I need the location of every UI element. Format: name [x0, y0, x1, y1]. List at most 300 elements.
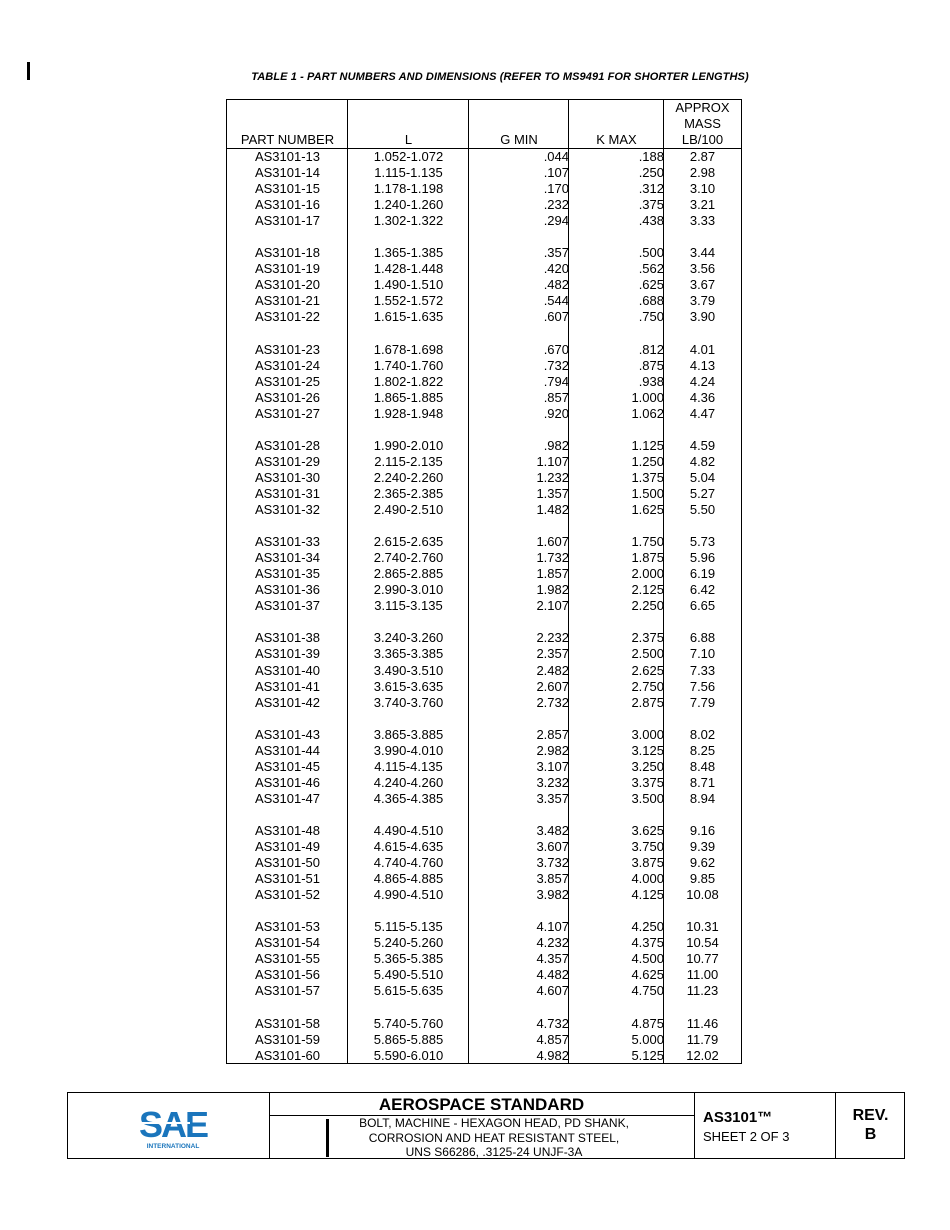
cell-g-min: 4.357 — [536, 951, 569, 967]
cell-l: 2.865-2.885 — [373, 566, 444, 582]
cell-l: 2.990-3.010 — [373, 582, 444, 598]
cell-g-min: 3.482 — [536, 822, 569, 838]
cell-l: 1.365-1.385 — [373, 245, 444, 261]
cell-k-max: 2.500 — [631, 646, 664, 662]
table-row — [227, 743, 741, 759]
table-row — [227, 871, 741, 887]
group-spacer — [227, 807, 741, 823]
cell-part-number: AS3101-39 — [254, 646, 321, 662]
table-row — [227, 855, 741, 871]
cell-part-number: AS3101-16 — [254, 197, 321, 213]
cell-mass: 4.13 — [689, 357, 716, 373]
cell-mass: 4.82 — [689, 453, 716, 469]
cell-mass: 6.88 — [689, 630, 716, 646]
table-row — [227, 887, 741, 903]
cell-g-min: 4.607 — [536, 983, 569, 999]
cell-mass: 9.85 — [689, 871, 716, 887]
cell-l: 2.240-2.260 — [373, 469, 444, 485]
cell-l: 3.240-3.260 — [373, 630, 444, 646]
header-k-max: K MAX — [596, 132, 637, 147]
cell-mass: 9.39 — [689, 839, 716, 855]
cell-l: 5.115-5.135 — [374, 919, 443, 935]
table-row — [227, 550, 741, 566]
cell-g-min: 1.232 — [536, 469, 569, 485]
cell-mass: 9.16 — [689, 822, 716, 838]
cell-k-max: 2.375 — [631, 630, 664, 646]
table-title: TABLE 1 - PART NUMBERS AND DIMENSIONS (REFER TO MS9491 FOR SHORTER LENGTHS) — [251, 71, 749, 83]
cell-mass: 7.33 — [689, 662, 716, 678]
cell-g-min: 1.732 — [536, 550, 569, 566]
cell-l: 1.552-1.572 — [373, 293, 444, 309]
cell-mass: 7.56 — [689, 678, 716, 694]
cell-g-min: .607 — [543, 309, 569, 325]
cell-mass: 8.71 — [689, 774, 716, 790]
cell-part-number: AS3101-18 — [254, 245, 321, 261]
cell-mass: 4.47 — [689, 405, 716, 421]
cell-part-number: AS3101-48 — [254, 822, 321, 838]
cell-mass: 7.79 — [689, 694, 716, 710]
cell-g-min: 4.232 — [536, 935, 569, 951]
cell-mass: 10.77 — [686, 951, 719, 967]
cell-k-max: 5.125 — [631, 1047, 664, 1063]
cell-g-min: 4.732 — [536, 1015, 569, 1031]
cell-l: 1.490-1.510 — [373, 277, 444, 293]
cell-mass: 12.02 — [686, 1047, 719, 1063]
cell-g-min: .482 — [543, 277, 569, 293]
table-row — [227, 791, 741, 807]
cell-g-min: .670 — [543, 341, 569, 357]
cell-part-number: AS3101-33 — [254, 534, 321, 550]
standard-title: AEROSPACE STANDARD — [378, 1095, 585, 1114]
cell-l: 2.615-2.635 — [373, 534, 444, 550]
cell-part-number: AS3101-26 — [254, 389, 321, 405]
cell-k-max: 1.375 — [631, 469, 664, 485]
cell-part-number: AS3101-55 — [254, 951, 321, 967]
cell-l: 2.115-2.135 — [374, 453, 443, 469]
cell-g-min: .732 — [543, 357, 569, 373]
cell-g-min: .170 — [543, 181, 569, 197]
cell-part-number: AS3101-32 — [254, 502, 321, 518]
cell-g-min: 2.857 — [536, 726, 569, 742]
cell-mass: 2.87 — [689, 149, 716, 164]
cell-part-number: AS3101-52 — [254, 887, 321, 903]
cell-g-min: .857 — [543, 389, 569, 405]
table-row — [227, 1032, 741, 1048]
cell-l: 5.615-5.635 — [373, 983, 444, 999]
table-row — [227, 374, 741, 390]
table-row — [227, 759, 741, 775]
cell-part-number: AS3101-41 — [254, 678, 321, 694]
cell-l: 4.240-4.260 — [373, 774, 444, 790]
cell-mass: 10.08 — [686, 887, 719, 903]
cell-l: 4.365-4.385 — [373, 790, 444, 806]
cell-k-max: .750 — [638, 309, 664, 325]
cell-mass: 11.46 — [686, 1015, 719, 1031]
cell-g-min: 1.482 — [536, 502, 569, 518]
cell-part-number: AS3101-31 — [254, 485, 321, 501]
cell-mass: 5.50 — [689, 502, 716, 518]
cell-l: 4.615-4.635 — [373, 839, 444, 855]
cell-mass: 5.73 — [689, 534, 716, 550]
table-row — [227, 967, 741, 983]
cell-k-max: 3.875 — [631, 855, 664, 871]
description-line: CORROSION AND HEAT RESISTANT STEEL, — [368, 1130, 620, 1145]
cell-g-min: 2.732 — [536, 694, 569, 710]
cell-k-max: 3.500 — [631, 790, 664, 806]
cell-part-number: AS3101-25 — [254, 373, 321, 389]
table-row — [227, 951, 741, 967]
table-row — [227, 598, 741, 614]
cell-mass: 8.25 — [689, 742, 716, 758]
cell-k-max: .438 — [638, 213, 664, 229]
table-row — [227, 390, 741, 406]
cell-k-max: .688 — [638, 293, 664, 309]
table-row — [227, 935, 741, 951]
cell-mass: 5.27 — [689, 485, 716, 501]
cell-part-number: AS3101-29 — [254, 453, 321, 469]
table-row — [227, 165, 741, 181]
cell-part-number: AS3101-53 — [254, 919, 321, 935]
cell-l: 3.115-3.135 — [374, 598, 443, 614]
cell-k-max: 1.125 — [631, 437, 664, 453]
cell-mass: 6.42 — [689, 582, 716, 598]
cell-part-number: AS3101-47 — [254, 790, 321, 806]
cell-l: 3.865-3.885 — [373, 726, 444, 742]
group-spacer — [227, 229, 741, 245]
cell-mass: 3.44 — [689, 245, 716, 261]
cell-mass: 8.48 — [689, 758, 716, 774]
cell-mass: 11.00 — [686, 967, 719, 983]
cell-l: 1.990-2.010 — [373, 437, 444, 453]
cell-part-number: AS3101-38 — [254, 630, 321, 646]
cell-k-max: .938 — [638, 373, 664, 389]
cell-l: 4.990-4.510 — [373, 887, 444, 903]
cell-k-max: 3.250 — [631, 758, 664, 774]
cell-mass: 4.59 — [689, 437, 716, 453]
cell-g-min: 3.982 — [536, 887, 569, 903]
cell-l: 4.490-4.510 — [373, 822, 444, 838]
table-row — [227, 358, 741, 374]
description-line: BOLT, MACHINE - HEXAGON HEAD, PD SHANK, — [359, 1116, 629, 1130]
table-row — [227, 582, 741, 598]
header-l: L — [404, 132, 413, 147]
group-spacer — [227, 518, 741, 534]
cell-mass: 11.23 — [686, 983, 719, 999]
cell-part-number: AS3101-49 — [254, 839, 321, 855]
cell-mass: 3.21 — [689, 197, 716, 213]
cell-k-max: 4.250 — [631, 919, 664, 935]
cell-k-max: 4.625 — [631, 967, 664, 983]
table-row — [227, 663, 741, 679]
cell-l: 1.052-1.072 — [373, 149, 444, 164]
cell-g-min: 3.357 — [536, 790, 569, 806]
cell-part-number: AS3101-45 — [254, 758, 321, 774]
table-row — [227, 309, 741, 325]
cell-mass: 7.10 — [689, 646, 716, 662]
revision-value: B — [864, 1126, 877, 1143]
cell-l: 2.365-2.385 — [373, 485, 444, 501]
cell-g-min: 4.482 — [536, 967, 569, 983]
logo-wordmark: SAE — [138, 1105, 208, 1145]
cell-k-max: 2.000 — [631, 566, 664, 582]
revision-label: REV. — [852, 1107, 889, 1124]
cell-k-max: .812 — [638, 341, 664, 357]
cell-mass: 6.19 — [689, 566, 716, 582]
cell-l: 3.490-3.510 — [373, 662, 444, 678]
table-row — [227, 197, 741, 213]
cell-part-number: AS3101-43 — [254, 726, 321, 742]
table-row — [227, 566, 741, 582]
table-row — [227, 695, 741, 711]
table-row — [227, 823, 741, 839]
cell-l: 1.802-1.822 — [373, 373, 444, 389]
description-line: UNS S66286, .3125-24 UNJF-3A — [405, 1145, 583, 1159]
table-row — [227, 438, 741, 454]
cell-k-max: 4.875 — [631, 1015, 664, 1031]
cell-k-max: 4.500 — [631, 951, 664, 967]
cell-k-max: .375 — [638, 197, 664, 213]
cell-k-max: 1.625 — [631, 502, 664, 518]
cell-part-number: AS3101-27 — [254, 405, 321, 421]
cell-g-min: 2.607 — [536, 678, 569, 694]
cell-k-max: 3.375 — [631, 774, 664, 790]
cell-l: 3.740-3.760 — [373, 694, 444, 710]
table-row — [227, 775, 741, 791]
cell-k-max: 1.875 — [631, 550, 664, 566]
header-mass — [664, 100, 741, 148]
title-block — [67, 1092, 905, 1159]
cell-k-max: .188 — [638, 149, 664, 164]
cell-k-max: 4.125 — [631, 887, 664, 903]
cell-k-max: 2.875 — [631, 694, 664, 710]
cell-k-max: .625 — [638, 277, 664, 293]
table-row — [227, 470, 741, 486]
cell-part-number: AS3101-20 — [254, 277, 321, 293]
table-row — [227, 486, 741, 502]
cell-part-number: AS3101-50 — [254, 855, 321, 871]
cell-l: 5.490-5.510 — [373, 967, 444, 983]
cell-mass: 3.90 — [689, 309, 716, 325]
cell-k-max: 1.062 — [631, 405, 664, 421]
cell-k-max: 1.250 — [631, 453, 664, 469]
table-row — [227, 1016, 741, 1032]
cell-part-number: AS3101-17 — [254, 213, 321, 229]
table-row — [227, 406, 741, 422]
cell-part-number: AS3101-58 — [254, 1015, 321, 1031]
cell-g-min: 2.107 — [536, 598, 569, 614]
standard-description — [294, 1116, 694, 1160]
cell-part-number: AS3101-34 — [254, 550, 321, 566]
cell-part-number: AS3101-13 — [254, 149, 321, 164]
table-row — [227, 245, 741, 261]
cell-k-max: 3.750 — [631, 839, 664, 855]
cell-mass: 3.67 — [689, 277, 716, 293]
table-row — [227, 342, 741, 358]
table-row — [227, 919, 741, 935]
cell-mass: 2.98 — [689, 165, 716, 181]
cell-part-number: AS3101-54 — [254, 935, 321, 951]
document-number: AS3101™ — [703, 1109, 773, 1126]
cell-part-number: AS3101-57 — [254, 983, 321, 999]
revision — [836, 1106, 905, 1144]
cell-k-max: 3.125 — [631, 742, 664, 758]
cell-g-min: .420 — [543, 261, 569, 277]
cell-g-min: 4.107 — [536, 919, 569, 935]
cell-part-number: AS3101-30 — [254, 469, 321, 485]
cell-k-max: 5.000 — [631, 1031, 664, 1047]
cell-k-max: 4.000 — [631, 871, 664, 887]
cell-l: 4.115-4.135 — [374, 758, 443, 774]
table-row — [227, 213, 741, 229]
cell-g-min: 3.607 — [536, 839, 569, 855]
cell-k-max: 2.625 — [631, 662, 664, 678]
cell-mass: 3.10 — [689, 181, 716, 197]
cell-mass: 8.02 — [689, 726, 716, 742]
header-g-min: G MIN — [500, 132, 538, 147]
cell-l: 1.240-1.260 — [373, 197, 444, 213]
cell-l: 2.490-2.510 — [373, 502, 444, 518]
cell-l: 5.365-5.385 — [373, 951, 444, 967]
cell-k-max: 4.750 — [631, 983, 664, 999]
cell-l: 2.740-2.760 — [373, 550, 444, 566]
cell-l: 1.302-1.322 — [373, 213, 444, 229]
cell-part-number: AS3101-35 — [254, 566, 321, 582]
cell-g-min: 1.107 — [536, 453, 569, 469]
cell-mass: 4.24 — [689, 373, 716, 389]
table-row — [227, 293, 741, 309]
cell-l: 5.865-5.885 — [373, 1031, 444, 1047]
cell-g-min: 2.482 — [536, 662, 569, 678]
group-spacer — [227, 326, 741, 342]
logo-subtitle: INTERNATIONAL — [146, 1143, 200, 1150]
cell-g-min: .982 — [543, 437, 569, 453]
cell-g-min: .107 — [543, 165, 569, 181]
cell-k-max: 1.000 — [631, 389, 664, 405]
cell-part-number: AS3101-14 — [254, 165, 321, 181]
cell-l: 5.740-5.760 — [373, 1015, 444, 1031]
cell-l: 1.178-1.198 — [373, 181, 444, 197]
cell-mass: 3.33 — [689, 213, 716, 229]
cell-part-number: AS3101-60 — [254, 1047, 321, 1063]
parts-table — [226, 99, 742, 1064]
group-spacer — [227, 903, 741, 919]
cell-mass: 4.36 — [689, 389, 716, 405]
cell-g-min: 1.607 — [536, 534, 569, 550]
cell-g-min: 4.857 — [536, 1031, 569, 1047]
cell-g-min: .044 — [543, 149, 569, 164]
cell-l: 1.928-1.948 — [373, 405, 444, 421]
cell-mass: 6.65 — [689, 598, 716, 614]
title-block-divider — [694, 1093, 695, 1158]
table-row — [227, 534, 741, 550]
table-row — [227, 149, 741, 165]
cell-part-number: AS3101-56 — [254, 967, 321, 983]
table-row — [227, 277, 741, 293]
table-row — [227, 1048, 741, 1064]
cell-k-max: 4.375 — [631, 935, 664, 951]
cell-part-number: AS3101-40 — [254, 662, 321, 678]
sheet-number: SHEET 2 OF 3 — [703, 1129, 790, 1144]
cell-l: 5.590-6.010 — [373, 1047, 444, 1063]
cell-k-max: 2.750 — [631, 678, 664, 694]
header-mass-line: MASS — [684, 116, 721, 131]
cell-g-min: .794 — [543, 373, 569, 389]
cell-g-min: .232 — [543, 197, 569, 213]
cell-l: 1.428-1.448 — [373, 261, 444, 277]
cell-l: 5.240-5.260 — [373, 935, 444, 951]
cell-g-min: 3.232 — [536, 774, 569, 790]
group-spacer — [227, 999, 741, 1015]
cell-mass: 5.96 — [689, 550, 716, 566]
cell-g-min: 1.357 — [536, 485, 569, 501]
cell-k-max: .250 — [638, 165, 664, 181]
cell-part-number: AS3101-15 — [254, 181, 321, 197]
table-row — [227, 679, 741, 695]
cell-l: 1.865-1.885 — [373, 389, 444, 405]
cell-k-max: 3.000 — [631, 726, 664, 742]
table-row — [227, 181, 741, 197]
cell-g-min: 2.982 — [536, 742, 569, 758]
cell-part-number: AS3101-22 — [254, 309, 321, 325]
cell-mass: 8.94 — [689, 790, 716, 806]
cell-g-min: .920 — [543, 405, 569, 421]
cell-part-number: AS3101-28 — [254, 437, 321, 453]
cell-g-min: 4.982 — [536, 1047, 569, 1063]
table-body — [227, 149, 741, 1064]
group-spacer — [227, 614, 741, 630]
cell-l: 3.365-3.385 — [373, 646, 444, 662]
cell-l: 3.615-3.635 — [373, 678, 444, 694]
cell-g-min: 3.107 — [536, 758, 569, 774]
sae-logo-graphic — [118, 1105, 228, 1151]
cell-part-number: AS3101-44 — [254, 742, 321, 758]
cell-g-min: 2.232 — [536, 630, 569, 646]
group-spacer — [227, 711, 741, 727]
cell-part-number: AS3101-23 — [254, 341, 321, 357]
cell-l: 1.615-1.635 — [373, 309, 444, 325]
cell-k-max: .562 — [638, 261, 664, 277]
cell-part-number: AS3101-51 — [254, 871, 321, 887]
cell-part-number: AS3101-46 — [254, 774, 321, 790]
cell-mass: 4.01 — [689, 341, 716, 357]
cell-part-number: AS3101-37 — [254, 598, 321, 614]
cell-part-number: AS3101-36 — [254, 582, 321, 598]
table-row — [227, 727, 741, 743]
cell-k-max: 2.125 — [631, 582, 664, 598]
cell-l: 1.740-1.760 — [373, 357, 444, 373]
cell-l: 1.678-1.698 — [373, 341, 444, 357]
cell-mass: 10.54 — [686, 935, 719, 951]
cell-part-number: AS3101-42 — [254, 694, 321, 710]
cell-k-max: .875 — [638, 357, 664, 373]
cell-part-number: AS3101-19 — [254, 261, 321, 277]
cell-k-max: 2.250 — [631, 598, 664, 614]
table-row — [227, 983, 741, 999]
cell-l: 1.115-1.135 — [374, 165, 443, 181]
cell-mass: 10.31 — [686, 919, 719, 935]
cell-g-min: 3.857 — [536, 871, 569, 887]
cell-part-number: AS3101-59 — [254, 1031, 321, 1047]
header-mass-line: LB/100 — [681, 132, 724, 147]
cell-k-max: .312 — [638, 181, 664, 197]
cell-k-max: .500 — [638, 245, 664, 261]
table-row — [227, 839, 741, 855]
cell-mass: 9.62 — [689, 855, 716, 871]
cell-g-min: .294 — [543, 213, 569, 229]
cell-k-max: 3.625 — [631, 822, 664, 838]
cell-l: 4.740-4.760 — [373, 855, 444, 871]
cell-k-max: 1.500 — [631, 485, 664, 501]
